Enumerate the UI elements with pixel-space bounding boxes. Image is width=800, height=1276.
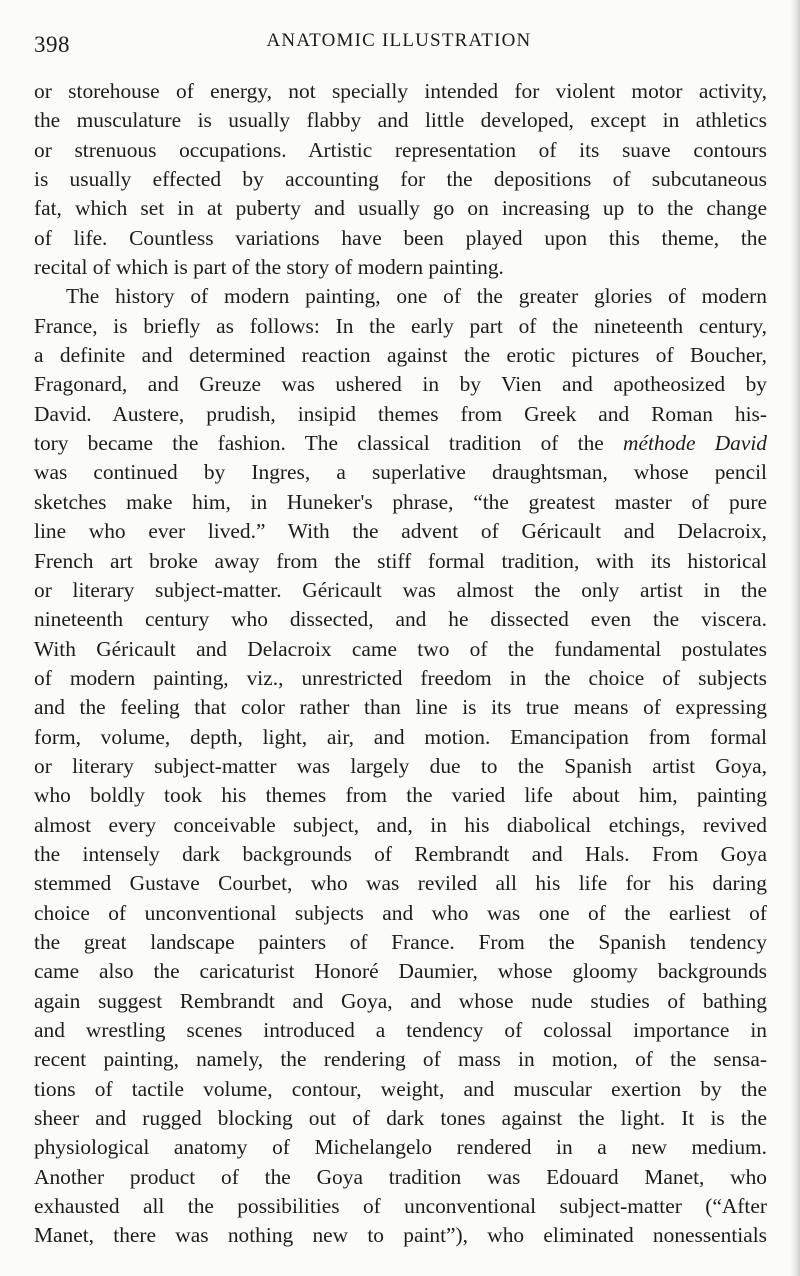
- text-line: Manet, there was nothing new to paint”), who eliminated nonessentials: [34, 1223, 767, 1248]
- text-line: and the feeling that color rather than line is its true means of expressing: [34, 695, 767, 720]
- text-line: of modern painting, viz., unrestricted freedom in the choice of subjects: [34, 665, 767, 690]
- text-line: France, is briefly as follows: In the early part of the nineteenth century,: [34, 313, 767, 338]
- text-line: of life. Countless variations have been played upon this theme, the: [34, 225, 767, 250]
- text-line: David. Austere, prudish, insipid themes from Greek and Roman his-: [34, 401, 767, 426]
- text-line: or strenuous occupations. Artistic representation of its suave contours: [34, 137, 767, 162]
- text-line: came also the caricaturist Honoré Daumier, whose gloomy backgrounds: [34, 959, 767, 984]
- text-line: was continued by Ingres, a superlative draughtsman, whose pencil: [34, 460, 767, 485]
- text-line: The history of modern painting, one of the greater glories of modern: [66, 284, 767, 309]
- text-line: is usually effected by accounting for the depositions of subcutaneous: [34, 167, 767, 192]
- text-line: tions of tactile volume, contour, weight, and muscular exertion by the: [34, 1076, 767, 1101]
- paragraph-1: [34, 77, 767, 282]
- text-line: sketches make him, in Huneker's phrase, “the greatest master of pure: [34, 489, 767, 514]
- running-head: ANATOMIC ILLUSTRATION: [266, 30, 532, 51]
- paragraph-2: [34, 282, 767, 1250]
- text-line: a definite and determined reaction against the erotic pictures of Boucher,: [34, 343, 767, 368]
- text-segment: tory became the fashion. The classical tradition of the: [34, 431, 604, 456]
- text-line: and wrestling scenes introduced a tendency of colossal importance in: [34, 1018, 767, 1042]
- page-number: 398: [34, 32, 70, 57]
- text-line: sheer and rugged blocking out of dark tones against the light. It is the: [34, 1106, 767, 1131]
- text-line: stemmed Gustave Courbet, who was reviled all his life for his daring: [34, 871, 767, 896]
- text-line: French art broke away from the stiff formal tradition, with its historical: [34, 548, 767, 573]
- text-line: again suggest Rembrandt and Goya, and whose nude studies of bathing: [34, 988, 767, 1013]
- text-line: recent painting, namely, the rendering of mass in motion, of the sensa-: [34, 1047, 767, 1072]
- text-line: Another product of the Goya tradition was Edouard Manet, who: [34, 1164, 767, 1189]
- text-line: exhausted all the possibilities of unconventional subject-matter (“After: [34, 1194, 767, 1219]
- text-line: almost every conceivable subject, and, in his diabolical etchings, revived: [34, 812, 767, 837]
- page-header: [34, 26, 764, 56]
- text-line: recital of which is part of the story of modern painting.: [34, 255, 504, 280]
- text-line: choice of unconventional subjects and who was one of the earliest of: [34, 900, 767, 925]
- text-line: nineteenth century who dissected, and he dissected even the viscera.: [34, 607, 767, 632]
- text-line: With Géricault and Delacroix came two of the fundamental postulates: [34, 636, 767, 661]
- text-line: the intensely dark backgrounds of Rembrandt and Hals. From Goya: [34, 841, 767, 866]
- text-line: or literary subject-matter was largely due to the Spanish artist Goya,: [34, 753, 767, 778]
- text-line: who boldly took his themes from the varied life about him, painting: [34, 783, 767, 808]
- text-line: or literary subject-matter. Géricault was almost the only artist in the: [34, 577, 767, 602]
- body-text: [34, 77, 767, 1251]
- text-line: physiological anatomy of Michelangelo rendered in a new medium.: [34, 1135, 767, 1160]
- text-line: Fragonard, and Greuze was ushered in by Vien and apotheosized by: [34, 372, 767, 397]
- text-line: the great landscape painters of France. From the Spanish tendency: [34, 929, 767, 954]
- italic-term: méthode David: [623, 431, 767, 456]
- page-spine-shadow: [790, 0, 800, 1276]
- text-line: fat, which set in at puberty and usually go on increasing up to the change: [34, 196, 767, 221]
- text-line-methode-david: [34, 429, 767, 458]
- text-line: form, volume, depth, light, air, and motion. Emancipation from formal: [34, 724, 767, 749]
- text-line: or storehouse of energy, not specially intended for violent motor activity,: [34, 79, 767, 103]
- text-line: line who ever lived.” With the advent of Géricault and Delacroix,: [34, 519, 767, 544]
- text-line: the musculature is usually flabby and little developed, except in athletics: [34, 108, 767, 133]
